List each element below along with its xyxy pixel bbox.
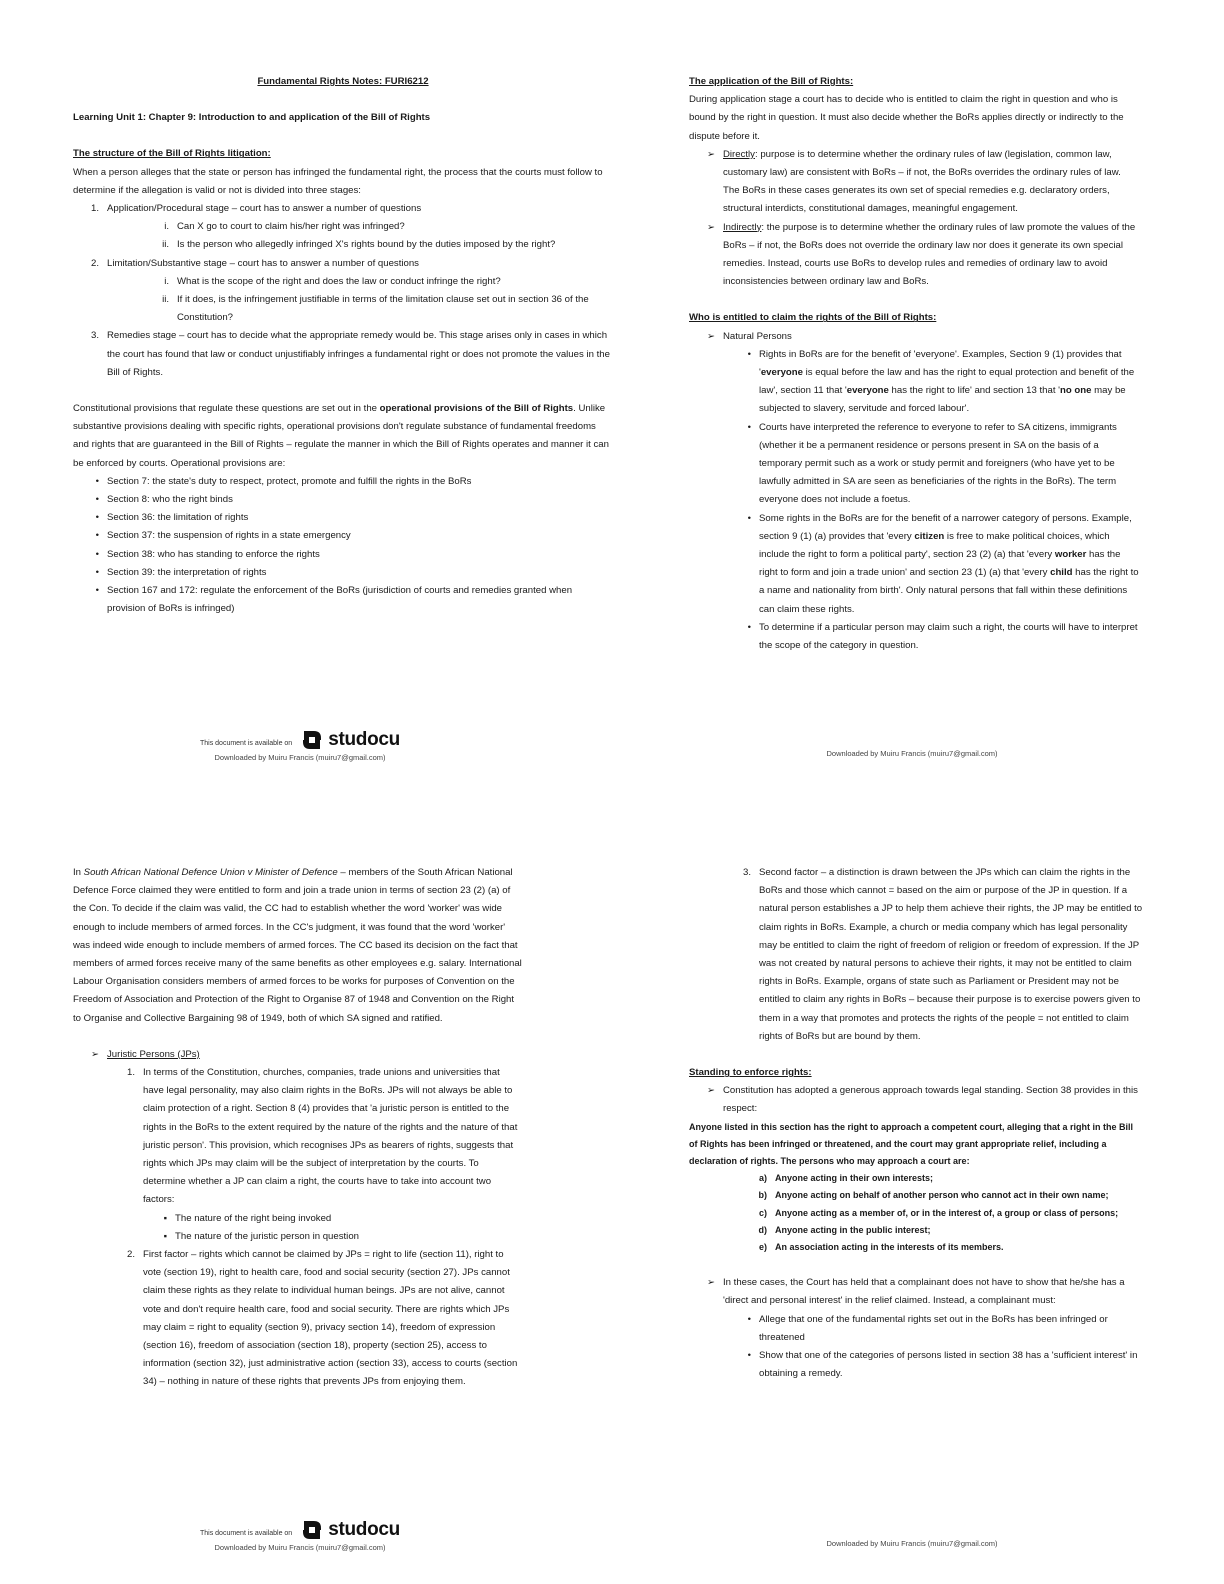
studocu-logo-icon xyxy=(300,1518,324,1542)
availability-text: This document is available on xyxy=(199,1529,293,1537)
application-list xyxy=(689,146,1139,292)
footer-page-4 xyxy=(612,1538,1212,1548)
availability-text: This document is available on xyxy=(199,739,293,747)
standing-persons-list xyxy=(689,1170,1144,1256)
jp-point: 3. Second factor – a distinction is drawn between the JPs which can claim the rights in the BoRs and those which cannot = based on the aim or purpose of the JP in question. If a natural person establishes a JP to help them achieve their rights, the JP may be entitled to claim rights in BoRs. Example, a church or media company which has legal personality may be entitled to claim the right of freedom of religion or freedom of expression. If the JP was not created by natural persons to achieve their rights, it may not be entitled to claim rights in BoRs. Example, organs of state such as Parliament or President may not be entitled to claim any rights in BoRs – because their purpose is to exercise powers given to them in a way that promotes and protects the rights of the people = not entitled to claim rights of BoRs but are bound by them. xyxy=(742,867,1143,1042)
section-item: • Section 167 and 172: regulate the enforcement of the BoRs (jurisdiction of courts and remedies granted when provision of BoRs is infringed) xyxy=(95,585,573,615)
footer-page-3 xyxy=(0,1518,600,1552)
document-title: Fundamental Rights Notes: FURI6212 xyxy=(257,76,429,87)
direct-item: ➢ Directly: purpose is to determine whether the ordinary rules of law (legislation, common law, customary law) are consistent with BoRs – if not, the BoRs overrides the ordinary rules of law. The BoRs in these cases generates its own set of special remedies e.g. declaratory orders, structural interdicts, constitutional damages, meaningful engagement. xyxy=(706,148,1121,215)
footer-page-1 xyxy=(0,728,600,762)
page-1 xyxy=(73,73,613,618)
footer-page-2 xyxy=(612,748,1212,758)
section-item: • Section 39: the interpretation of rights xyxy=(95,566,267,578)
standing-heading: Standing to enforce rights: xyxy=(689,1067,812,1079)
juristic-persons-item: ➢ Juristic Persons (JPs) 1. In terms of the Constitution, churches, companies, trade unions and universities that have legal personality, may also claim rights in the BoRs. JPs will not always be able to claim protection of a right. Section 8 (4) provides that 'a juristic person is entitled to the rights in the BoRs to the extent required by the nature of the rights and the nature of that juristic person'. This provision, which recognises JPs as bearers of rights, suggests that rights which JPs may claim will be the subject of interpretation by the courts. To determine whether a JP can claim a right, the courts have to take into account two factors: ▪ The nature of the right being invoked ▪ The nature of the juristic person in question 2. First factor – rights which cannot be claimed by JPs = right to life (section 11), right to vote (section 19), right to health care, food and social security (section 27). JPs cannot claim these rights as they relate to individual human beings. JPs are not alive, cannot vote and don't require health care, food and social security. There are rights which JPs may claim = right to equality (section 9), privacy section 14), freedom of expression (section 16), freedom of association (section 18), property (section 25), access to information (section 32), just administrative action (section 33), access to courts (section 34) – nothing in nature of these rights that prevents JPs from enjoying them. xyxy=(107,1046,523,1392)
stage-sub-item: ii. If it does, is the infringement justifiable in terms of the limitation clause set out in section 36 of the Constitution? xyxy=(162,294,589,324)
stage-sub-item: ii. Is the person who allegedly infringed X's rights bound by the duties imposed by the right? xyxy=(162,239,556,251)
studocu-wordmark: studocu xyxy=(328,729,400,750)
section-item: • Section 7: the state's duty to respect, protect, promote and fulfill the rights in the BoRs xyxy=(95,475,472,487)
jp-point: 1. In terms of the Constitution, churches, companies, trade unions and universities that have legal personality, may also claim rights in the BoRs. JPs will not always be able to claim protection of a right. Section 8 (4) provides that 'a juristic person is entitled to the rights in the BoRs to the extent required by the nature of the rights and the nature of that juristic person'. This provision, which recognises JPs as bearers of rights, suggests that rights which JPs may claim will be the subject of interpretation by the courts. To determine whether a JP can claim a right, the courts have to take into account two factors: ▪ The nature of the right being invoked ▪ The nature of the juristic person in question xyxy=(143,1064,523,1246)
stage-sub-item: i. Can X go to court to claim his/her right was infringed? xyxy=(164,221,405,233)
studocu-logo[interactable] xyxy=(300,1518,400,1542)
standing-person: a) Anyone acting in their own interests; xyxy=(758,1173,934,1184)
structure-heading: The structure of the Bill of Rights litigation: xyxy=(73,148,271,160)
natural-persons-item: ➢ Natural Persons • Rights in BoRs are for the benefit of 'everyone'. Examples, Section 9 (1) provides that 'everyone is equal before the law and has the right to equal protection and benefit of the law', section 11 that 'everyone has the right to life' and section 13 that 'no one may be subjected to slavery, servitude and forced labour'. • Courts have interpreted the reference to everyone to refer to SA citizens, immigrants (whether it be a permanent residence or persons present in SA on the basis of a temporary permit such as a work or study permit and foreigners (who have yet to be lawfully admitted in SA are seen as beneficiaries of the rights in the BoRs). The term everyone does not include a foetus. • Some rights in the BoRs are for the benefit of a narrower category of persons. Example, section 9 (1) (a) provides that 'every citizen is free to make political choices, which include the right to form a political party', section 23 (2) (a) that 'every worker has the right to form and join a trade union' and section 23 (1) (a) that 'every child has the right to a name and nationality from birth'. Only natural persons that fall within these definitions can claim these rights. • To determine if a particular person may claim such a right, the courts will have to interpret the scope of the category in question. xyxy=(723,328,1139,656)
operational-sections-list xyxy=(73,473,613,619)
downloaded-by: Downloaded by Muiru Francis (muiru7@gmail.com) xyxy=(826,749,998,758)
page-2 xyxy=(689,73,1139,655)
standing-person: b) Anyone acting on behalf of another person who cannot act in their own name; xyxy=(758,1190,1109,1201)
jp-point: 2. First factor – rights which cannot be claimed by JPs = right to life (section 11), right to vote (section 19), right to health care, food and social security (section 27). JPs cannot claim these rights as they relate to individual human beings. JPs are not alive, cannot vote and don't require health care, food and social security. There are rights which JPs may claim = right to equality (section 9), privacy section 14), freedom of expression (section 16), freedom of association (section 18), property (section 25), access to information (section 32), just administrative action (section 33), access to courts (section 34) – nothing in nature of these rights that prevents JPs from enjoying them. xyxy=(126,1249,518,1388)
downloaded-by: Downloaded by Muiru Francis (muiru7@gmail.com) xyxy=(214,753,386,762)
stage-item: 1. Application/Procedural stage – court has to answer a number of questions i. Can X go to court to claim his/her right was infringed? ii. Is the person who allegedly infringed X's rights bound by the duties imposed by the right? xyxy=(107,200,613,255)
studocu-logo[interactable] xyxy=(300,728,400,752)
stage-item: 3. Remedies stage – court has to decide what the appropriate remedy would be. This stage arises only in cases in which the court has found that law or conduct unjustifiably infringes a fundamental right or does not promote the values in the Bill of Rights. xyxy=(90,330,610,378)
stages-list xyxy=(73,200,613,382)
sandu-case-paragraph: In South African National Defence Union v Minister of Defence – members of the South African National Defence Force claimed they were entitled to form and join a trade union in terms of section 23 (2) (a) of the Con. To decide if the claim was valid, the CC had to establish whether the word 'worker' was wide enough to include members of armed forces. In the CC's judgment, it was found that the word 'worker' was indeed wide enough to include members of armed forces. The CC based its decision on the fact that members of armed forces receive many of the same benefits as other employees e.g. salary. International Labour Organisation considers members of armed forces to be works for purposes of Convention on the Freedom of Association and Protection of the Right to Organise 87 of 1948 and Convention on the Right to Organise and Collective Bargaining 98 of 1949, both of which SA signed and ratified. xyxy=(73,867,522,1024)
section-item: • Section 37: the suspension of rights in a state emergency xyxy=(95,530,351,542)
stage-item: 2. Limitation/Substantive stage – court has to answer a number of questions i. What is the scope of the right and does the law or conduct infringe the right? ii. If it does, is the infringement justifiable in terms of the limitation clause set out in section 36 of the Constitution? xyxy=(107,255,613,328)
indirect-item: ➢ Indirectly: the purpose is to determine whether the ordinary rules of law promote the values of the BoRs – if not, the BoRs does not override the ordinary law nor does it generate its own special remedies. Instead, courts use BoRs to develop rules and remedies of ordinary law to avoid inconsistencies between ordinary law and BoRs. xyxy=(706,221,1136,288)
structure-intro: When a person alleges that the state or person has infringed the fundamental right, the process that the courts must follow to determine if the allegation is valid or not is divided into three stages: xyxy=(73,166,603,196)
application-heading: The application of the Bill of Rights: xyxy=(689,76,854,87)
jp-factor: ▪ The nature of the right being invoked xyxy=(163,1212,332,1224)
np-bullet: • To determine if a particular person may claim such a right, the courts will have to interpret the scope of the category in question. xyxy=(747,621,1138,652)
standing-item: ➢ Constitution has adopted a generous approach towards legal standing. Section 38 provides in this respect: xyxy=(706,1085,1138,1115)
standing-person: d) Anyone acting in the public interest; xyxy=(758,1224,931,1235)
downloaded-by: Downloaded by Muiru Francis (muiru7@gmail.com) xyxy=(826,1539,998,1548)
studocu-wordmark: studocu xyxy=(328,1519,400,1540)
application-intro: During application stage a court has to decide who is entitled to claim the right in question and who is bound by the right in question. It must also decide whether the BoRs applies directly or indirectly to the dispute before it. xyxy=(689,94,1124,142)
standing-person: c) Anyone acting as a member of, or in the interest of, a group or class of persons; xyxy=(758,1207,1119,1218)
complainant-point: • Allege that one of the fundamental rights set out in the BoRs has been infringed or threatened xyxy=(747,1313,1108,1343)
standing-person: e) An association acting in the interests of its members. xyxy=(758,1242,1004,1253)
section-item: • Section 8: who the right binds xyxy=(95,494,233,506)
section-38-quote: Anyone listed in this section has the right to approach a competent court, alleging that a right in the Bill of Rights has been infringed or threatened, and the court may grant appropriate relief, including a declaration of rights. The persons who may approach a court are: xyxy=(689,1121,1134,1167)
unit-heading: Learning Unit 1: Chapter 9: Introduction to and application of the Bill of Rights xyxy=(73,112,431,124)
studocu-logo-icon xyxy=(300,728,324,752)
complainant-item: ➢ In these cases, the Court has held that a complainant does not have to show that he/she has a 'direct and personal interest' in the relief claimed. Instead, a complainant must: • Allege that one of the fundamental rights set out in the BoRs has been infringed or threatened • Show that one of the categories of persons listed in section 38 has a 'sufficient interest' in obtaining a remedy. xyxy=(723,1274,1144,1383)
who-heading: Who is entitled to claim the rights of the Bill of Rights: xyxy=(689,312,937,324)
np-bullet: • Courts have interpreted the reference to everyone to refer to SA citizens, immigrants (whether it be a permanent residence or persons present in SA on the basis of a temporary permit such as a work or study permit and foreigners (who have yet to be lawfully admitted in SA are seen as beneficiaries of the rights in the BoRs). The term everyone does not include a foetus. xyxy=(747,421,1117,506)
np-bullet: • Some rights in the BoRs are for the benefit of a narrower category of persons. Example, section 9 (1) (a) provides that 'every citizen is free to make political choices, which include the right to form a political party', section 23 (2) (a) that 'every worker has the right to form and join a trade union' and section 23 (1) (a) that 'every child has the right to a name and nationality from birth'. Only natural persons that fall within these definitions can claim these rights. xyxy=(747,512,1139,615)
jp-factor: ▪ The nature of the juristic person in question xyxy=(163,1230,359,1242)
section-item: • Section 36: the limitation of rights xyxy=(95,512,249,524)
np-bullet: • Rights in BoRs are for the benefit of 'everyone'. Examples, Section 9 (1) provides that 'everyone is equal before the law and has the right to equal protection and benefit of the law', section 11 that 'everyone has the right to life' and section 13 that 'no one may be subjected to slavery, servitude and forced labour'. xyxy=(747,348,1135,415)
page-4 xyxy=(689,864,1144,1383)
stage-sub-item: i. What is the scope of the right and does the law or conduct infringe the right? xyxy=(164,275,501,287)
operational-paragraph: Constitutional provisions that regulate these questions are set out in the operational provisions of the Bill of Rights. Unlike substantive provisions dealing with specific rights, operational provisions don't regulate substance of fundamental freedoms and rights that are guaranteed in the Bill of Rights – regulate the manner in which the Bill of Rights operates and manner it can be enforced by courts. Operational provisions are: xyxy=(73,403,609,469)
downloaded-by: Downloaded by Muiru Francis (muiru7@gmail.com) xyxy=(214,1543,386,1552)
complainant-point: • Show that one of the categories of persons listed in section 38 has a 'sufficient interest' in obtaining a remedy. xyxy=(747,1350,1138,1380)
page-3 xyxy=(73,864,523,1392)
section-item: • Section 38: who has standing to enforce the rights xyxy=(95,548,320,560)
